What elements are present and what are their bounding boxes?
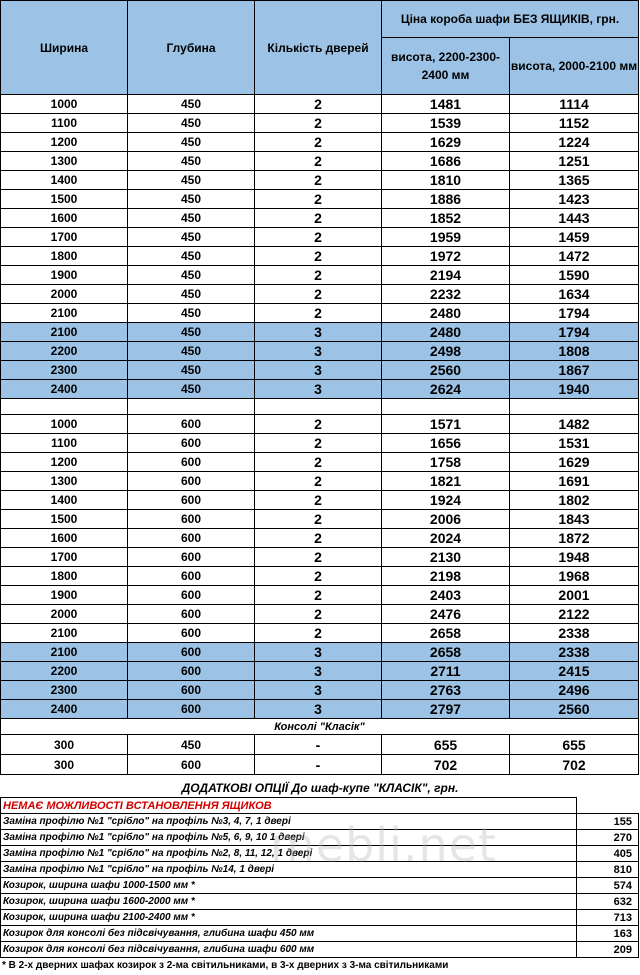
cell-doors: 2 — [255, 285, 382, 304]
cell-price-low: 1482 — [510, 415, 639, 434]
cell-width: 2200 — [1, 342, 128, 361]
cell-depth: 600 — [128, 700, 255, 719]
cell-depth: 450 — [128, 114, 255, 133]
cell-depth: 600 — [128, 643, 255, 662]
cell-depth: 600 — [128, 529, 255, 548]
cell-width: 300 — [1, 755, 128, 775]
cell-doors: 2 — [255, 548, 382, 567]
cell-depth: 600 — [128, 755, 255, 775]
option-row — [1, 846, 639, 862]
cell-depth: 600 — [128, 567, 255, 586]
cell-doors: 2 — [255, 304, 382, 323]
group-depth-600 — [1, 415, 639, 719]
cell-depth: 450 — [128, 247, 255, 266]
cell-depth: 450 — [128, 266, 255, 285]
cell-price-low: 655 — [510, 735, 639, 755]
cell-price-high: 2498 — [382, 342, 510, 361]
cell-width: 1800 — [1, 567, 128, 586]
header-height-2: висота, 2000-2100 мм — [510, 38, 639, 95]
cell-doors: 2 — [255, 567, 382, 586]
header-price-caption: Ціна короба шафи БЕЗ ЯЩИКІВ, грн. — [382, 1, 639, 38]
cell-price-low: 1443 — [510, 209, 639, 228]
table-row — [1, 247, 639, 266]
cell-price-low: 1423 — [510, 190, 639, 209]
cell-width: 2300 — [1, 681, 128, 700]
option-price: 713 — [577, 910, 639, 926]
cell-price-low: 1843 — [510, 510, 639, 529]
cell-width: 1500 — [1, 510, 128, 529]
konsoli-section — [1, 719, 639, 735]
cell-doors: - — [255, 735, 382, 755]
option-row — [1, 894, 639, 910]
table-row — [1, 472, 639, 491]
cell-depth: 450 — [128, 190, 255, 209]
cell-price-high: 1629 — [382, 133, 510, 152]
cell-depth: 450 — [128, 304, 255, 323]
option-label: Заміна профілю №1 "срібло" на профіль №2, 8, 11, 12, 1 двері — [1, 846, 577, 862]
watermark: mebli.net — [270, 818, 497, 872]
table-row — [1, 662, 639, 681]
table-row — [1, 548, 639, 567]
option-row — [1, 910, 639, 926]
konsoli-label: Консолі "Класік" — [1, 719, 639, 735]
cell-price-low: 1948 — [510, 548, 639, 567]
cell-price-low: 1224 — [510, 133, 639, 152]
table-row — [1, 567, 639, 586]
cell-depth: 600 — [128, 415, 255, 434]
footnote: * В 2-х дверних шафах козирок з 2-ма світильниками, в 3-х дверних з 3-ма світильниками — [2, 960, 449, 971]
cell-price-low: 1531 — [510, 434, 639, 453]
cell-price-high: 1972 — [382, 247, 510, 266]
cell-doors: 2 — [255, 434, 382, 453]
cell-doors: - — [255, 755, 382, 775]
cell-doors: 2 — [255, 415, 382, 434]
cell-width: 1300 — [1, 472, 128, 491]
table-row — [1, 133, 639, 152]
cell-price-high: 2658 — [382, 643, 510, 662]
cell-price-low: 1590 — [510, 266, 639, 285]
cell-price-high: 1821 — [382, 472, 510, 491]
cell-depth: 600 — [128, 605, 255, 624]
cell-price-low: 1794 — [510, 304, 639, 323]
option-price: 163 — [577, 926, 639, 942]
cell-width: 1700 — [1, 228, 128, 247]
cell-price-high: 655 — [382, 735, 510, 755]
cell-price-high: 2194 — [382, 266, 510, 285]
table-row — [1, 304, 639, 323]
cell-doors: 2 — [255, 190, 382, 209]
table-row — [1, 380, 639, 399]
cell-price-high: 2797 — [382, 700, 510, 719]
cell-price-low: 1940 — [510, 380, 639, 399]
cell-depth: 600 — [128, 491, 255, 510]
cell-doors: 2 — [255, 605, 382, 624]
option-label: Заміна профілю №1 "срібло" на профіль №14, 1 двері — [1, 862, 577, 878]
cell-width: 2000 — [1, 285, 128, 304]
cell-depth: 600 — [128, 586, 255, 605]
cell-width: 1000 — [1, 415, 128, 434]
header-doors: Кількість дверей — [255, 1, 382, 95]
group-depth-450 — [1, 95, 639, 399]
cell-depth: 600 — [128, 548, 255, 567]
cell-price-high: 1481 — [382, 95, 510, 114]
cell-price-low: 1968 — [510, 567, 639, 586]
cell-depth: 600 — [128, 662, 255, 681]
cell-price-low: 2560 — [510, 700, 639, 719]
table-row — [1, 285, 639, 304]
cell-depth: 450 — [128, 95, 255, 114]
option-label: Козирок, ширина шафи 2100-2400 мм * — [1, 910, 577, 926]
option-label: Козирок для консолі без підсвічування, глибина шафи 600 мм — [1, 942, 577, 958]
cell-width: 1300 — [1, 152, 128, 171]
cell-doors: 3 — [255, 361, 382, 380]
cell-doors: 3 — [255, 662, 382, 681]
cell-price-high: 2480 — [382, 323, 510, 342]
options-title: ДОДАТКОВІ ОПЦІЇ До шаф-купе "КЛАСІК", грн. — [181, 781, 459, 795]
cell-width: 1500 — [1, 190, 128, 209]
cell-width: 2100 — [1, 624, 128, 643]
cell-doors: 2 — [255, 114, 382, 133]
cell-doors: 2 — [255, 95, 382, 114]
cell-price-low: 1691 — [510, 472, 639, 491]
cell-doors: 2 — [255, 529, 382, 548]
table-row — [1, 209, 639, 228]
options-warning: НЕМАЄ МОЖЛИВОСТІ ВСТАНОВЛЕННЯ ЯЩИКОВ — [1, 798, 577, 814]
cell-price-low: 1114 — [510, 95, 639, 114]
cell-width: 1100 — [1, 114, 128, 133]
option-label: Козирок, ширина шафи 1600-2000 мм * — [1, 894, 577, 910]
cell-width: 1800 — [1, 247, 128, 266]
cell-price-low: 1808 — [510, 342, 639, 361]
table-row — [1, 323, 639, 342]
cell-price-high: 2658 — [382, 624, 510, 643]
header-height-1: висота, 2200-2300-2400 мм — [382, 38, 510, 95]
cell-doors: 3 — [255, 700, 382, 719]
cell-width: 1600 — [1, 209, 128, 228]
group-gap — [1, 399, 639, 415]
table-row — [1, 510, 639, 529]
table-row — [1, 114, 639, 133]
cell-depth: 600 — [128, 472, 255, 491]
option-price: 810 — [577, 862, 639, 878]
cell-doors: 2 — [255, 133, 382, 152]
header-depth: Глубина — [128, 1, 255, 95]
cell-doors: 2 — [255, 247, 382, 266]
cell-width: 2100 — [1, 323, 128, 342]
cell-width: 1400 — [1, 491, 128, 510]
cell-width: 2200 — [1, 662, 128, 681]
header-width: Ширина — [1, 1, 128, 95]
cell-price-high: 2006 — [382, 510, 510, 529]
table-row — [1, 643, 639, 662]
cell-price-high: 1686 — [382, 152, 510, 171]
cell-width: 1200 — [1, 133, 128, 152]
table-row — [1, 529, 639, 548]
cell-depth: 450 — [128, 209, 255, 228]
cell-width: 2400 — [1, 380, 128, 399]
cell-doors: 2 — [255, 228, 382, 247]
cell-doors: 2 — [255, 152, 382, 171]
cell-price-low: 702 — [510, 755, 639, 775]
cell-doors: 2 — [255, 171, 382, 190]
cell-doors: 2 — [255, 624, 382, 643]
cell-depth: 600 — [128, 453, 255, 472]
option-label: Заміна профілю №1 "срібло" на профіль №3, 4, 7, 1 двері — [1, 814, 577, 830]
option-price: 632 — [577, 894, 639, 910]
cell-price-low: 1634 — [510, 285, 639, 304]
table-row — [1, 266, 639, 285]
cell-price-low: 2338 — [510, 643, 639, 662]
cell-width: 1900 — [1, 586, 128, 605]
table-row — [1, 453, 639, 472]
cell-price-high: 2560 — [382, 361, 510, 380]
cell-depth: 450 — [128, 323, 255, 342]
cell-width: 1700 — [1, 548, 128, 567]
cell-width: 1400 — [1, 171, 128, 190]
table-row — [1, 361, 639, 380]
cell-width: 2000 — [1, 605, 128, 624]
cell-price-low: 2001 — [510, 586, 639, 605]
cell-price-high: 2480 — [382, 304, 510, 323]
cell-price-low: 2122 — [510, 605, 639, 624]
cell-doors: 3 — [255, 380, 382, 399]
cell-doors: 3 — [255, 681, 382, 700]
cell-depth: 450 — [128, 361, 255, 380]
cell-price-high: 1571 — [382, 415, 510, 434]
cell-depth: 450 — [128, 735, 255, 755]
cell-depth: 600 — [128, 510, 255, 529]
cell-depth: 450 — [128, 285, 255, 304]
cell-width: 2100 — [1, 643, 128, 662]
cell-width: 1200 — [1, 453, 128, 472]
table-row — [1, 171, 639, 190]
cell-price-low: 1472 — [510, 247, 639, 266]
cell-price-high: 702 — [382, 755, 510, 775]
cell-depth: 450 — [128, 171, 255, 190]
cell-depth: 600 — [128, 624, 255, 643]
table-row — [1, 586, 639, 605]
table-row — [1, 152, 639, 171]
cell-doors: 2 — [255, 453, 382, 472]
option-price: 155 — [577, 814, 639, 830]
cell-price-high: 2403 — [382, 586, 510, 605]
cell-price-low: 1872 — [510, 529, 639, 548]
cell-width: 2300 — [1, 361, 128, 380]
cell-depth: 450 — [128, 152, 255, 171]
cell-price-high: 2198 — [382, 567, 510, 586]
option-price: 270 — [577, 830, 639, 846]
option-row — [1, 814, 639, 830]
cell-price-high: 1886 — [382, 190, 510, 209]
cell-price-low: 1794 — [510, 323, 639, 342]
cell-width: 2400 — [1, 700, 128, 719]
cell-depth: 450 — [128, 228, 255, 247]
cell-price-high: 2130 — [382, 548, 510, 567]
cell-price-low: 1251 — [510, 152, 639, 171]
option-row — [1, 878, 639, 894]
option-row — [1, 942, 639, 958]
cell-price-low: 1365 — [510, 171, 639, 190]
option-row — [1, 830, 639, 846]
cell-doors: 2 — [255, 586, 382, 605]
table-row — [1, 700, 639, 719]
cell-price-high: 2624 — [382, 380, 510, 399]
cell-price-low: 2496 — [510, 681, 639, 700]
cell-doors: 2 — [255, 209, 382, 228]
table-row — [1, 95, 639, 114]
cell-price-high: 1924 — [382, 491, 510, 510]
option-row — [1, 862, 639, 878]
cell-price-high: 2763 — [382, 681, 510, 700]
table-row — [1, 491, 639, 510]
cell-width: 1900 — [1, 266, 128, 285]
table-row — [1, 434, 639, 453]
option-label: Козирок, ширина шафи 1000-1500 мм * — [1, 878, 577, 894]
table-row — [1, 342, 639, 361]
cell-price-high: 2232 — [382, 285, 510, 304]
cell-price-low: 1802 — [510, 491, 639, 510]
cell-width: 1600 — [1, 529, 128, 548]
table-row — [1, 755, 639, 775]
option-price: 405 — [577, 846, 639, 862]
table-row — [1, 415, 639, 434]
cell-depth: 600 — [128, 681, 255, 700]
cell-price-low: 1629 — [510, 453, 639, 472]
cell-price-high: 1758 — [382, 453, 510, 472]
cell-depth: 450 — [128, 342, 255, 361]
option-price: 574 — [577, 878, 639, 894]
cell-price-high: 1959 — [382, 228, 510, 247]
cell-doors: 3 — [255, 643, 382, 662]
cell-doors: 3 — [255, 342, 382, 361]
cell-doors: 3 — [255, 323, 382, 342]
cell-price-high: 1852 — [382, 209, 510, 228]
cell-price-low: 1459 — [510, 228, 639, 247]
table-row — [1, 624, 639, 643]
cell-width: 300 — [1, 735, 128, 755]
table-row — [1, 681, 639, 700]
cell-price-low: 1867 — [510, 361, 639, 380]
cell-doors: 2 — [255, 266, 382, 285]
cell-price-high: 2476 — [382, 605, 510, 624]
cell-price-high: 1539 — [382, 114, 510, 133]
options-warning-blank — [577, 798, 639, 814]
cell-price-high: 1810 — [382, 171, 510, 190]
cell-doors: 2 — [255, 472, 382, 491]
cell-price-low: 2338 — [510, 624, 639, 643]
table-row — [1, 605, 639, 624]
cell-width: 2100 — [1, 304, 128, 323]
cell-depth: 450 — [128, 133, 255, 152]
table-row — [1, 228, 639, 247]
option-price: 209 — [577, 942, 639, 958]
cell-depth: 450 — [128, 380, 255, 399]
cell-price-low: 1152 — [510, 114, 639, 133]
cell-price-high: 2711 — [382, 662, 510, 681]
option-label: Козирок для консолі без підсвічування, глибина шафи 450 мм — [1, 926, 577, 942]
table-row — [1, 190, 639, 209]
cell-price-high: 2024 — [382, 529, 510, 548]
konsoli-rows — [1, 735, 639, 775]
cell-width: 1000 — [1, 95, 128, 114]
cell-doors: 2 — [255, 491, 382, 510]
option-row — [1, 926, 639, 942]
cell-price-low: 2415 — [510, 662, 639, 681]
table-row — [1, 735, 639, 755]
cell-doors: 2 — [255, 510, 382, 529]
options-table — [0, 797, 639, 958]
option-label: Заміна профілю №1 "срібло" на профіль №5, 6, 9, 10 1 двері — [1, 830, 577, 846]
cell-depth: 600 — [128, 434, 255, 453]
cell-width: 1100 — [1, 434, 128, 453]
cell-price-high: 1656 — [382, 434, 510, 453]
